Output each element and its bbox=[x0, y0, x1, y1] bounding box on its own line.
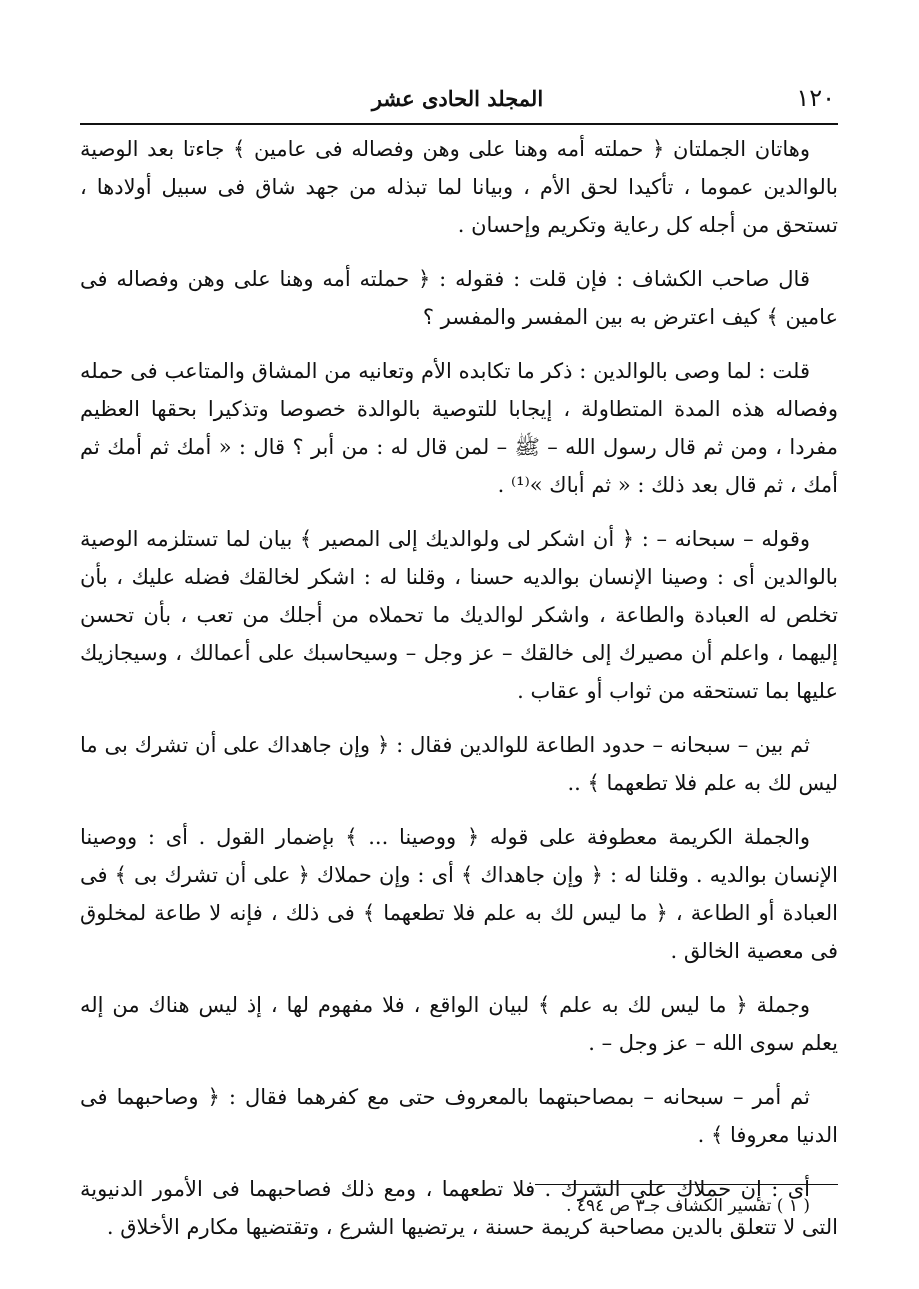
paragraph: ثم بين – سبحانه – حدود الطاعة للوالدين فقال : ﴿ وإن جاهداك على أن تشرك بى ما ليس لك به علم فلا تطعهما ﴾ .. bbox=[80, 733, 838, 795]
header-divider bbox=[80, 123, 838, 125]
paragraph: ثم أمر – سبحانه – بمصاحبتهما بالمعروف حتى مع كفرهما فقال : ﴿ وصاحبهما فى الدنيا معروفا ﴾ . bbox=[80, 1085, 838, 1147]
paragraph: قال صاحب الكشاف : فإن قلت : فقوله : ﴿ حملته أمه وهنا على وهن وفصاله فى عامين ﴾ كيف اعترض به بين المفسر والمفسر ؟ bbox=[80, 267, 838, 329]
paragraph: أى : إن حملاك على الشرك . فلا تطعهما ، ومع ذلك فصاحبهما فى الأمور الدنيوية التى لا تتعلق بالدين مصاحبة كريمة حسنة ، يرتضيها الشرع ، وتقتضيها مكارم الأخلاق . bbox=[80, 1177, 838, 1239]
paragraph: وهاتان الجملتان ﴿ حملته أمه وهنا على وهن وفصاله فى عامين ﴾ جاءتا بعد الوصية بالوالدين عموما ، تأكيدا لحق الأم ، وبيانا لما تبذله من جهد شاق فى سبيل أولادها ، تستحق من أجله كل رعاية وتكريم وإحسان . bbox=[80, 137, 838, 237]
page-header bbox=[80, 78, 835, 118]
paragraph: قلت : لما وصى بالوالدين : ذكر ما تكابده الأم وتعانيه من المشاق والمتاعب فى حمله وفصاله هذه المدة المتطاولة ، إيجابا للتوصية بالوالدة خصوصا وتذكيرا بحقها العظيم مفردا ، ومن ثم قال رسول الله – ﷺ – لمن قال له : من أبر ؟ قال : « أمك ثم أمك ثم أمك ، ثم قال بعد ذلك : « ثم أباك »⁽¹⁾ . bbox=[80, 359, 838, 497]
paragraph: وقوله – سبحانه – : ﴿ أن اشكر لى ولوالديك إلى المصير ﴾ بيان لما تستلزمه الوصية بالوالدين أى : وصينا الإنسان بوالديه حسنا ، وقلنا له : اشكر لخالقك فضله عليك ، بأن تخلص له العبادة والطاعة ، واشكر لوالديك ما تحملاه من أجلك من تعب ، بأن تحسن إليهما ، واعلم أن مصيرك إلى خالقك – عز وجل – وسيحاسبك على أعمالك ، وسيجازيك عليها بما تستحقه من ثواب أو عقاب . bbox=[80, 527, 838, 703]
footnote-divider bbox=[535, 1184, 838, 1185]
body-text bbox=[80, 130, 838, 1262]
running-title: المجلد الحادى عشر bbox=[371, 86, 544, 111]
footnote: ( ١ ) تفسير الكشاف جـ٣ ص ٤٩٤ . bbox=[566, 1196, 810, 1216]
paragraph: وجملة ﴿ ما ليس لك به علم ﴾ لبيان الواقع ، فلا مفهوم لها ، إذ ليس هناك من إله يعلم سوى الله – عز وجل – . bbox=[80, 993, 838, 1055]
paragraph: والجملة الكريمة معطوفة على قوله ﴿ ووصينا ... ﴾ بإضمار القول . أى : ووصينا الإنسان بوالديه . وقلنا له : ﴿ وإن جاهداك ﴾ أى : وإن حملاك ﴿ على أن تشرك بى ﴾ فى العبادة أو الطاعة ، ﴿ ما ليس لك به علم فلا تطعهما ﴾ فى ذلك ، فإنه لا طاعة لمخلوق فى معصية الخالق . bbox=[80, 825, 838, 963]
page-number: ١٢٠ bbox=[796, 84, 835, 112]
